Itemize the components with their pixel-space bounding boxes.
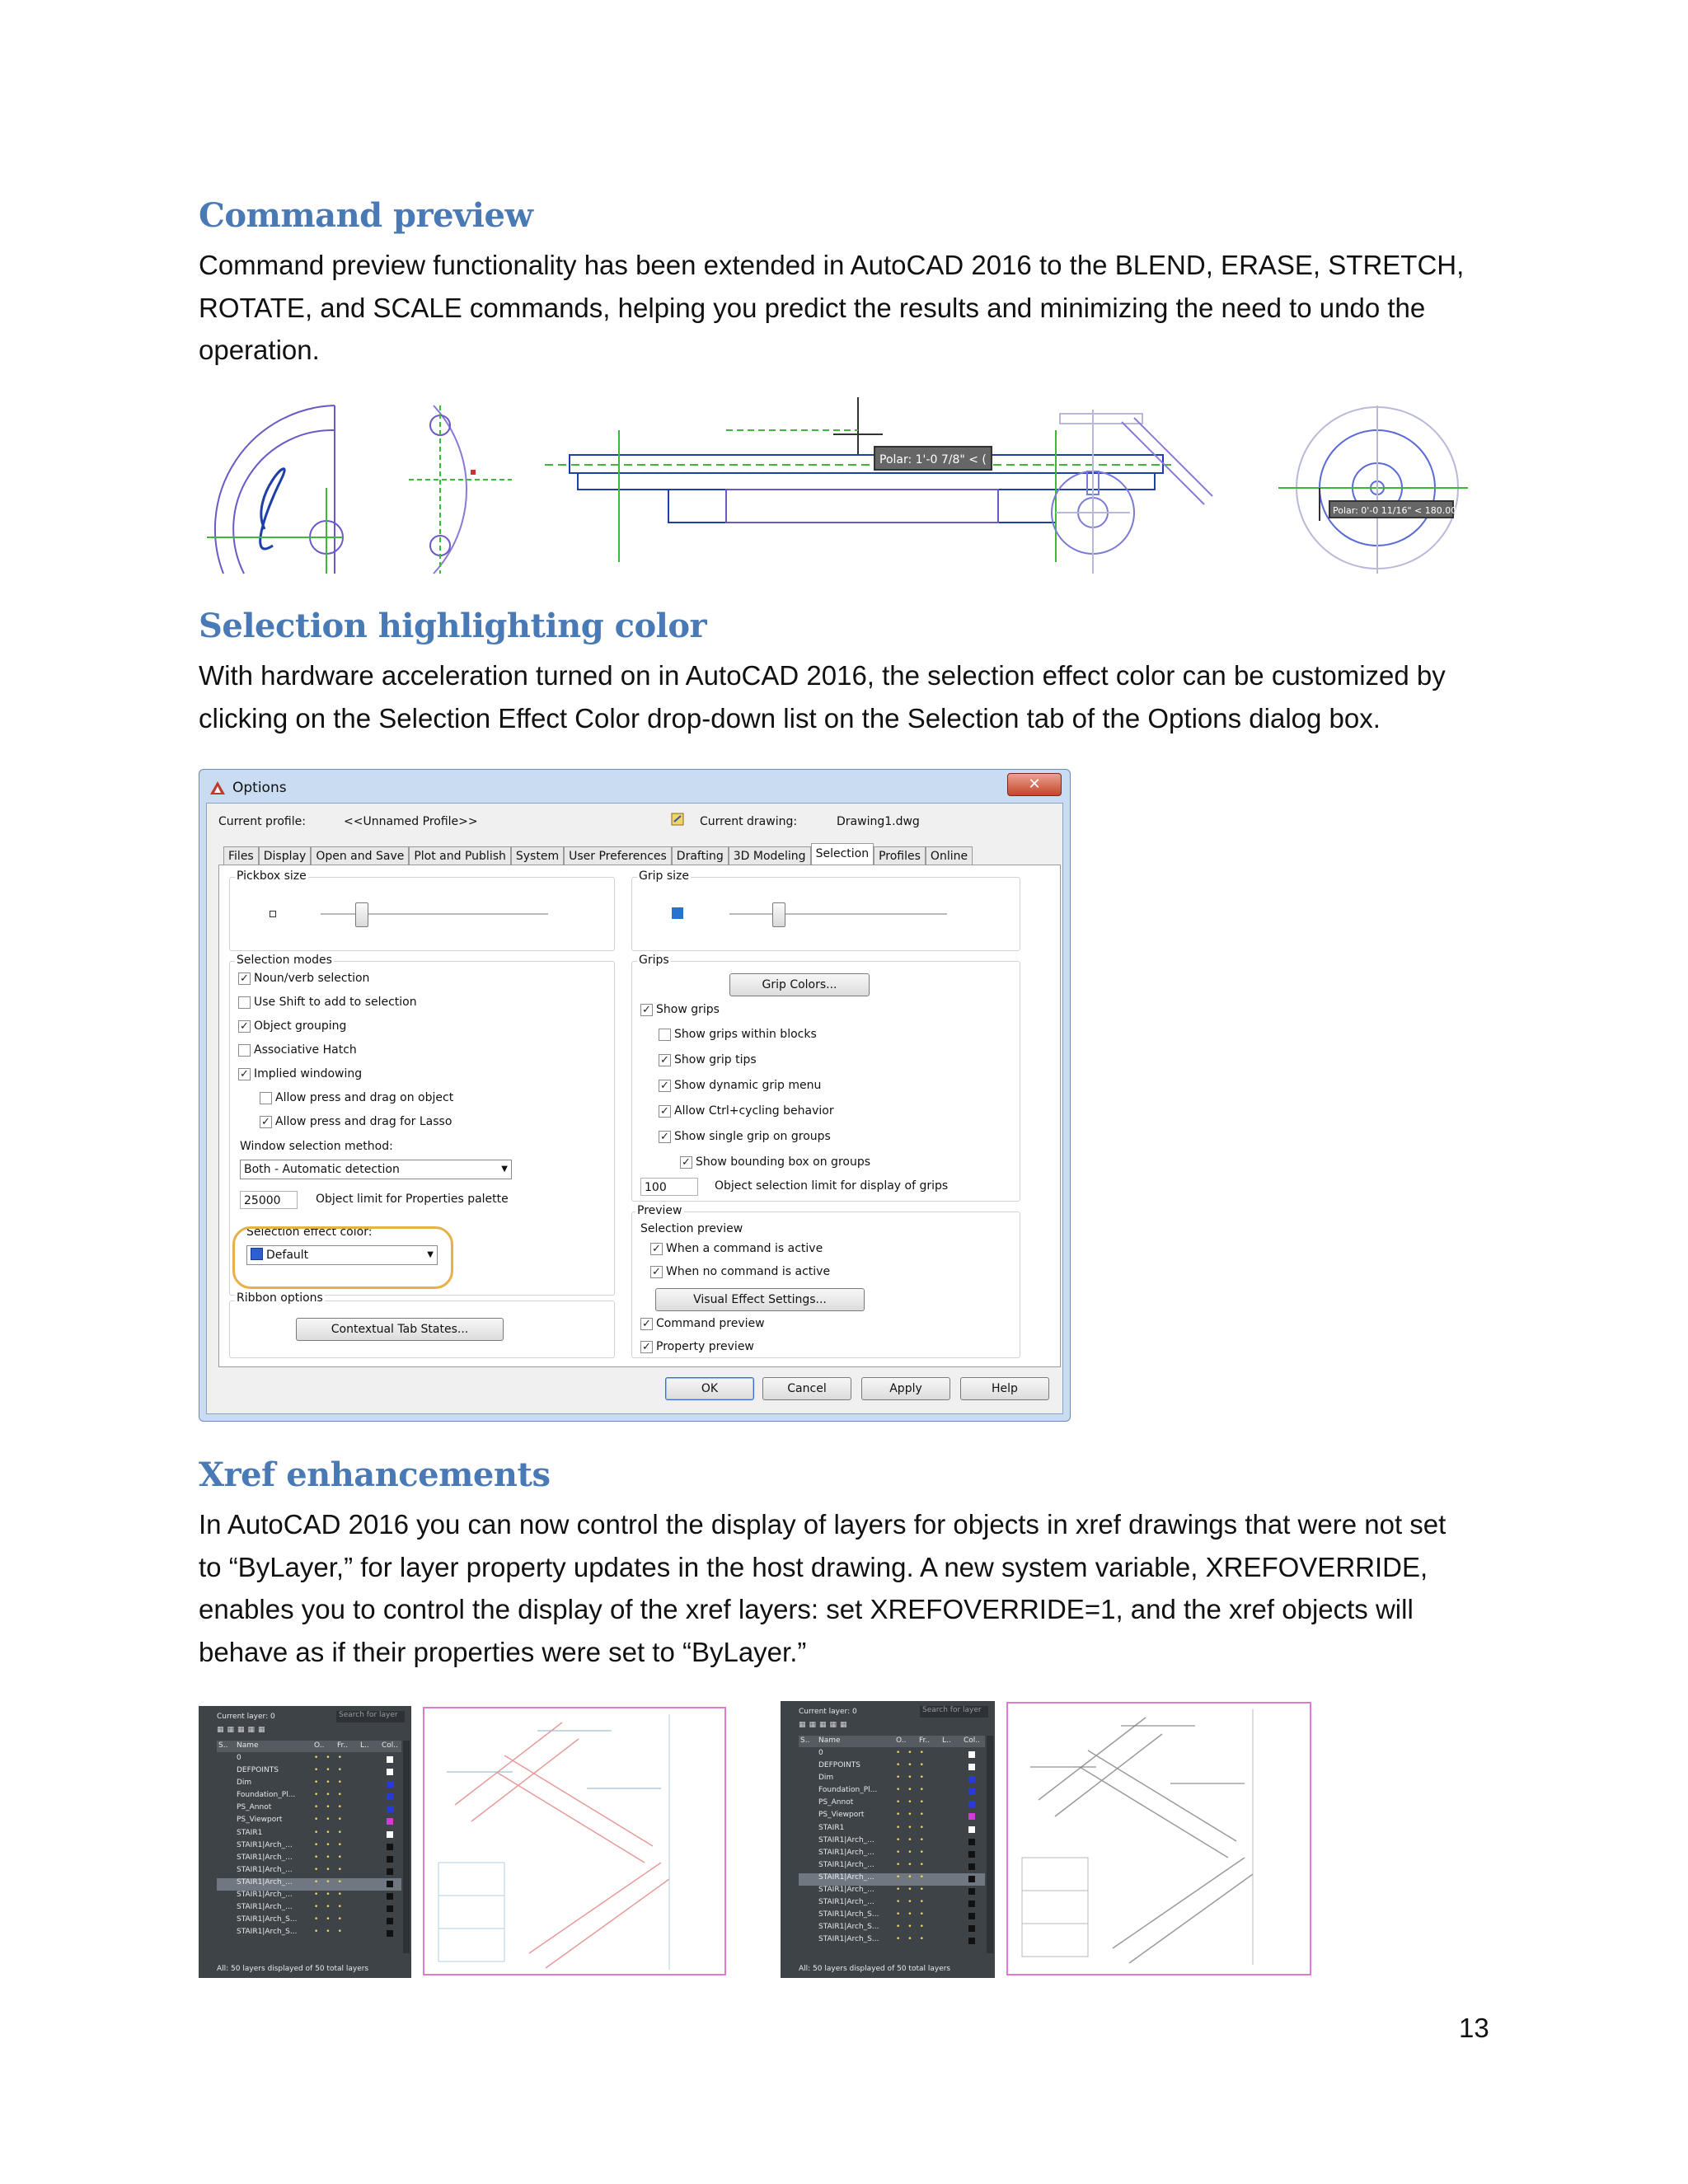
grip-slider-thumb[interactable]	[772, 902, 785, 927]
column-header: S..	[218, 1741, 228, 1750]
tab-display[interactable]: Display	[259, 846, 312, 865]
layer-name: STAIR1|Arch_S...	[818, 1923, 879, 1932]
layer-panel-left	[199, 1706, 411, 1978]
grips-label: Grips	[639, 954, 669, 967]
layer-color-swatch	[387, 1781, 393, 1788]
text-line: In AutoCAD 2016 you can now control the display of layers for objects in xref drawings that were not set	[199, 1509, 1447, 1540]
checkbox-preview-command-active[interactable]: ✓ When a command is active	[650, 1242, 823, 1255]
layer-name: STAIR1|Arch_...	[237, 1865, 293, 1874]
checkbox-box	[659, 1029, 671, 1041]
checkbox-box	[238, 996, 251, 1009]
layer-row[interactable]	[799, 1898, 985, 1910]
layer-name: STAIR1|Arch_...	[818, 1886, 874, 1895]
layer-row[interactable]	[217, 1829, 401, 1841]
layer-state-icons: •••	[314, 1816, 349, 1825]
object-limit-input[interactable]: 25000	[240, 1191, 298, 1209]
layer-color-swatch	[387, 1856, 393, 1863]
layer-list	[217, 1754, 401, 1940]
layer-state-icons: •••	[896, 1935, 931, 1944]
checkbox-show-grips[interactable]: ✓ Show grips	[640, 1003, 720, 1016]
help-button[interactable]: Help	[960, 1377, 1049, 1400]
layer-name: STAIR1|Arch_...	[237, 1877, 293, 1886]
layer-state-icons: •••	[314, 1828, 349, 1837]
checkbox-box	[659, 1131, 671, 1143]
checkbox-box	[238, 1020, 251, 1033]
layer-color-swatch	[387, 1881, 393, 1887]
layer-state-icons: •••	[896, 1774, 931, 1783]
layer-state-icons: •••	[896, 1898, 931, 1907]
checkbox-implied-windowing[interactable]: ✓ Implied windowing	[238, 1067, 362, 1080]
layer-row[interactable]	[217, 1791, 401, 1803]
layer-row[interactable]	[217, 1903, 401, 1915]
layer-name: STAIR1|Arch_...	[237, 1840, 293, 1849]
layer-color-swatch	[387, 1831, 393, 1838]
layer-color-swatch	[968, 1925, 975, 1932]
text-line: behave as if their properties were set to “ByLayer.”	[199, 1636, 807, 1667]
layer-scrollbar[interactable]	[987, 1736, 993, 1953]
layer-name: STAIR1	[237, 1828, 263, 1837]
layer-row[interactable]	[799, 1886, 985, 1898]
column-header: S..	[800, 1736, 810, 1745]
checkbox-noun-verb-selection[interactable]: ✓ Noun/verb selection	[238, 972, 369, 985]
layer-footer: All: 50 layers displayed of 50 total layers	[799, 1965, 951, 1973]
layer-color-swatch	[387, 1868, 393, 1875]
column-header: Fr..	[919, 1736, 931, 1745]
layer-row[interactable]	[799, 1923, 985, 1935]
options-dialog	[199, 769, 1071, 1422]
chevron-down-icon: ▼	[427, 1250, 434, 1259]
selection-effect-color-dropdown[interactable]: Default ▼	[246, 1245, 438, 1265]
text-line: to “ByLayer,” for layer property updates in the host drawing. A new system variable, XREFOVERRIDE,	[199, 1551, 1428, 1582]
layer-row[interactable]	[799, 1873, 985, 1886]
selection-effect-color-highlight	[232, 1226, 453, 1289]
layer-color-swatch	[968, 1839, 975, 1845]
ribbon-options-group	[229, 1291, 615, 1358]
paragraph-selection-highlighting	[199, 654, 1517, 739]
layer-color-swatch	[387, 1756, 393, 1763]
command-preview-figure	[199, 397, 1493, 579]
checkbox-box	[680, 1156, 692, 1169]
tab-3d-modeling[interactable]: 3D Modeling	[729, 846, 811, 865]
layer-row[interactable]	[217, 1754, 401, 1766]
layer-color-swatch	[387, 1918, 393, 1924]
checkbox-box	[650, 1243, 663, 1255]
layer-state-icons: •••	[314, 1754, 349, 1762]
layer-color-swatch	[968, 1876, 975, 1882]
checkbox-box	[640, 1004, 653, 1016]
layer-row[interactable]	[217, 1866, 401, 1878]
tab-selection[interactable]: Selection	[811, 843, 874, 865]
checkbox-show-dynamic-grip-menu[interactable]: ✓ Show dynamic grip menu	[659, 1079, 821, 1092]
column-header: Col..	[382, 1741, 399, 1750]
dialog-title: Options	[232, 780, 287, 796]
text-line: operation.	[199, 335, 320, 365]
checkbox-box	[650, 1266, 663, 1278]
layer-column-header	[217, 1741, 401, 1752]
layer-name: STAIR1|Arch_...	[818, 1872, 874, 1882]
layer-name: PS_Viewport	[237, 1816, 283, 1825]
preview-label: Preview	[637, 1204, 682, 1217]
layer-state-icons: •••	[896, 1761, 931, 1770]
layer-name: STAIR1|Arch_...	[237, 1903, 293, 1912]
checkbox-box	[640, 1341, 653, 1353]
layer-color-swatch	[387, 1844, 393, 1850]
layer-color-swatch	[387, 1893, 393, 1900]
layer-state-icons: •••	[314, 1766, 349, 1775]
selection-preview-label: Selection preview	[640, 1222, 743, 1235]
layer-toolbar-icons[interactable]: ▦▦▦▦▦	[799, 1721, 851, 1729]
layer-row[interactable]	[217, 1841, 401, 1854]
tab-open-and-save[interactable]: Open and Save	[311, 846, 409, 865]
text-line: Command preview functionality has been extended in AutoCAD 2016 to the BLEND, ERASE, STRETCH,	[199, 250, 1465, 280]
layer-name: STAIR1|Arch_...	[237, 1891, 293, 1900]
layer-state-icons: •••	[896, 1798, 931, 1807]
layer-state-icons: •••	[896, 1910, 931, 1919]
layer-state-icons: •••	[896, 1749, 931, 1757]
layer-color-swatch	[968, 1788, 975, 1795]
visual-effect-settings-button[interactable]: Visual Effect Settings...	[655, 1288, 865, 1311]
dialog-body	[206, 803, 1063, 1414]
layer-name: 0	[818, 1749, 823, 1757]
layer-color-swatch	[387, 1930, 393, 1937]
layer-row[interactable]	[217, 1803, 401, 1816]
layer-name: STAIR1	[818, 1823, 845, 1832]
layer-state-icons: •••	[314, 1877, 349, 1886]
tab-system[interactable]: System	[511, 846, 564, 865]
layer-row[interactable]	[799, 1786, 985, 1798]
current-drawing-value: Drawing1.dwg	[837, 815, 920, 828]
layer-color-swatch	[968, 1938, 975, 1944]
heading-command-preview: Command preview	[199, 196, 533, 235]
layer-row[interactable]	[799, 1836, 985, 1849]
layer-state-icons: •••	[896, 1872, 931, 1882]
layer-name: STAIR1|Arch_S...	[818, 1935, 879, 1944]
paragraph-xref-enhancements	[199, 1503, 1517, 1673]
layer-row[interactable]	[217, 1915, 401, 1928]
options-tabs	[223, 845, 973, 865]
layer-row[interactable]	[217, 1854, 401, 1866]
grip-limit-input[interactable]: 100	[640, 1178, 698, 1196]
checkbox-show-grips-within-blocks[interactable]: Show grips within blocks	[659, 1028, 817, 1041]
layer-color-swatch	[968, 1801, 975, 1807]
layer-state-icons: •••	[314, 1791, 349, 1800]
checkbox-box	[238, 972, 251, 985]
checkbox-single-grip-groups[interactable]: ✓ Show single grip on groups	[659, 1130, 831, 1143]
layer-color-swatch	[968, 1826, 975, 1833]
selection-tab-panel	[218, 865, 1061, 1367]
layer-state-icons: •••	[896, 1860, 931, 1869]
checkbox-box	[659, 1080, 671, 1092]
grip-preview	[672, 907, 683, 919]
object-limit-label: Object limit for Properties palette	[316, 1193, 509, 1206]
checkbox-show-grip-tips[interactable]: ✓ Show grip tips	[659, 1053, 757, 1066]
xref-drawing-right	[1006, 1701, 1314, 1978]
layer-state-icons: •••	[314, 1853, 349, 1862]
checkbox-box	[260, 1116, 272, 1128]
layer-state-icons: •••	[314, 1915, 349, 1924]
tab-online[interactable]: Online	[926, 846, 973, 865]
layer-name: PS_Annot	[818, 1798, 854, 1807]
tab-drafting[interactable]: Drafting	[672, 846, 729, 865]
grip-limit-label: Object selection limit for display of grips	[715, 1179, 949, 1193]
layer-color-swatch	[968, 1900, 975, 1907]
layer-color-swatch	[968, 1813, 975, 1820]
column-header: Name	[818, 1736, 841, 1745]
grip-size-label: Grip size	[639, 869, 689, 883]
layer-row[interactable]	[799, 1798, 985, 1811]
checkbox-associative-hatch[interactable]: Associative Hatch	[238, 1043, 357, 1057]
layer-state-icons: •••	[896, 1835, 931, 1844]
layer-search-input[interactable]: Search for layer	[920, 1706, 988, 1718]
layer-row[interactable]	[799, 1861, 985, 1873]
layer-color-swatch	[387, 1793, 393, 1800]
tab-user-preferences[interactable]: User Preferences	[564, 846, 672, 865]
paragraph-command-preview	[199, 244, 1517, 372]
layer-name: 0	[237, 1754, 241, 1762]
current-drawing-label: Current drawing:	[700, 815, 798, 828]
layer-state-icons: •••	[896, 1886, 931, 1895]
heading-selection-highlighting-color: Selection highlighting color	[199, 607, 707, 645]
layer-state-icons: •••	[314, 1840, 349, 1849]
layer-name: STAIR1|Arch_S...	[237, 1928, 298, 1937]
layer-color-swatch	[968, 1888, 975, 1895]
layer-row[interactable]	[799, 1849, 985, 1861]
grip-colors-button[interactable]: Grip Colors...	[729, 973, 870, 996]
tab-profiles[interactable]: Profiles	[874, 846, 926, 865]
layer-color-swatch	[387, 1769, 393, 1775]
layer-state-icons: •••	[314, 1865, 349, 1874]
checkbox-box	[659, 1105, 671, 1118]
column-header: O..	[896, 1736, 907, 1745]
layer-name: DEFPOINTS	[818, 1761, 860, 1770]
tab-files[interactable]: Files	[223, 846, 259, 865]
autocad-logo-icon	[209, 780, 226, 795]
text-line: ROTATE, and SCALE commands, helping you predict the results and minimizing the need to undo the	[199, 292, 1426, 323]
scale-example	[1278, 405, 1468, 574]
cancel-button[interactable]: Cancel	[762, 1377, 851, 1400]
layer-state-icons: •••	[314, 1891, 349, 1900]
layer-name: PS_Annot	[237, 1803, 272, 1812]
layer-panel-right	[781, 1701, 995, 1978]
column-header: L..	[942, 1736, 951, 1745]
checkbox-box	[238, 1068, 251, 1080]
layer-state-icons: •••	[314, 1803, 349, 1812]
layer-row[interactable]	[217, 1928, 401, 1940]
selection-modes-label: Selection modes	[237, 954, 332, 967]
layer-name: PS_Viewport	[818, 1811, 865, 1820]
layer-state-icons: •••	[896, 1923, 931, 1932]
layer-row[interactable]	[799, 1811, 985, 1823]
contextual-tab-states-button[interactable]: Contextual Tab States...	[296, 1318, 504, 1341]
layer-color-swatch	[968, 1776, 975, 1783]
layer-row[interactable]	[799, 1824, 985, 1836]
rotate-example	[1052, 410, 1212, 574]
checkbox-ctrl-cycling[interactable]: ✓ Allow Ctrl+cycling behavior	[659, 1104, 834, 1118]
layer-name: DEFPOINTS	[237, 1766, 279, 1775]
layer-footer: All: 50 layers displayed of 50 total layers	[217, 1965, 369, 1973]
checkbox-preview-no-command[interactable]: ✓ When no command is active	[650, 1265, 830, 1278]
layer-row[interactable]	[217, 1878, 401, 1891]
checkbox-box	[238, 1044, 251, 1057]
checkbox-command-preview[interactable]: ✓ Command preview	[640, 1317, 765, 1330]
current-profile-value: <<Unnamed Profile>>	[344, 815, 478, 828]
selection-effect-color-label: Selection effect color:	[246, 1226, 373, 1239]
layer-color-swatch	[968, 1913, 975, 1919]
layer-search-input[interactable]: Search for layer	[336, 1711, 405, 1722]
layer-name: Foundation_Pl...	[818, 1786, 878, 1795]
layer-color-swatch	[968, 1851, 975, 1858]
layer-color-swatch	[387, 1806, 393, 1812]
layer-row[interactable]	[217, 1891, 401, 1903]
layer-row[interactable]	[799, 1749, 985, 1761]
window-selection-method-label: Window selection method:	[240, 1140, 393, 1153]
blend-example	[207, 405, 343, 574]
polar-tooltip-2: Polar: 0'-0 11/16" < 180.00°	[1333, 505, 1461, 516]
layer-row[interactable]	[799, 1910, 985, 1923]
heading-xref-enhancements: Xref enhancements	[199, 1455, 551, 1494]
layer-state-icons: •••	[896, 1811, 931, 1820]
dialog-titlebar	[209, 776, 287, 799]
chevron-down-icon: ▼	[501, 1165, 508, 1174]
layer-state-icons: •••	[896, 1823, 931, 1832]
layer-state-icons: •••	[896, 1848, 931, 1857]
layer-name: STAIR1|Arch_...	[237, 1853, 293, 1862]
layer-state-icons: •••	[896, 1786, 931, 1795]
layer-scrollbar[interactable]	[403, 1741, 410, 1953]
layer-color-swatch	[968, 1764, 975, 1770]
column-header: Col..	[964, 1736, 981, 1745]
checkbox-object-grouping[interactable]: ✓ Object grouping	[238, 1019, 346, 1033]
layer-name: Dim	[237, 1779, 252, 1788]
layer-name: STAIR1|Arch_S...	[818, 1910, 879, 1919]
ribbon-options-label: Ribbon options	[237, 1291, 323, 1305]
layer-row[interactable]	[217, 1816, 401, 1828]
checkbox-box	[659, 1054, 671, 1066]
layer-name: Foundation_Pl...	[237, 1791, 296, 1800]
xref-drawing-left	[422, 1706, 729, 1978]
layer-state-icons: •••	[314, 1928, 349, 1937]
layer-color-swatch	[387, 1818, 393, 1825]
layer-name: STAIR1|Arch_...	[818, 1835, 874, 1844]
stretch-example	[545, 397, 1171, 562]
layer-row[interactable]	[217, 1779, 401, 1791]
ok-button[interactable]: OK	[665, 1377, 754, 1400]
layer-name: STAIR1|Arch_...	[818, 1860, 874, 1869]
layer-name: STAIR1|Arch_...	[818, 1848, 874, 1857]
grip-size-group	[631, 869, 1020, 951]
layer-state-icons: •••	[314, 1779, 349, 1788]
erase-example	[409, 405, 512, 574]
checkbox-bounding-box-groups[interactable]: ✓ Show bounding box on groups	[680, 1155, 870, 1169]
current-profile-label: Current profile:	[218, 815, 306, 828]
current-layer-label: Current layer: 0	[217, 1713, 275, 1721]
current-layer-label: Current layer: 0	[799, 1708, 857, 1716]
text-line: enables you to control the display of the xref layers: set XREFOVERRIDE=1, and the xref objects will	[199, 1594, 1414, 1624]
window-selection-method-dropdown[interactable]: Both - Automatic detection ▼	[240, 1160, 512, 1179]
layer-row[interactable]	[799, 1935, 985, 1947]
layer-name: STAIR1|Arch_S...	[237, 1915, 298, 1924]
checkbox-box	[640, 1318, 653, 1330]
polar-tooltip-1: Polar: 1'-0 7/8" < (	[879, 453, 987, 466]
drawing-icon	[670, 812, 685, 827]
text-line: With hardware acceleration turned on in AutoCAD 2016, the selection effect color can be customized by	[199, 660, 1446, 691]
pickbox-slider-thumb[interactable]	[355, 902, 368, 927]
layer-row[interactable]	[799, 1774, 985, 1786]
layer-color-swatch	[968, 1863, 975, 1870]
layer-color-swatch	[387, 1905, 393, 1912]
preview-group	[631, 1204, 1020, 1358]
pickbox-size-label: Pickbox size	[237, 869, 307, 883]
layer-name: STAIR1|Arch_...	[818, 1898, 874, 1907]
checkbox-press-drag-lasso[interactable]: ✓ Allow press and drag for Lasso	[260, 1115, 452, 1128]
layer-row[interactable]	[799, 1761, 985, 1774]
text-line: clicking on the Selection Effect Color drop-down list on the Selection tab of the Options dialog box.	[199, 702, 1381, 733]
apply-button[interactable]: Apply	[861, 1377, 950, 1400]
layer-list	[799, 1749, 985, 1948]
checkbox-property-preview[interactable]: ✓ Property preview	[640, 1340, 754, 1353]
column-header: Fr..	[337, 1741, 349, 1750]
page-number: 13	[1459, 2013, 1489, 2043]
column-header: L..	[360, 1741, 369, 1750]
layer-row[interactable]	[217, 1766, 401, 1779]
column-header: Name	[237, 1741, 259, 1750]
layer-column-header	[799, 1736, 985, 1747]
grip-slider-track	[729, 913, 947, 915]
layer-toolbar-icons[interactable]: ▦▦▦▦▦	[217, 1726, 269, 1734]
checkbox-box	[260, 1092, 272, 1104]
tab-plot-and-publish[interactable]: Plot and Publish	[409, 846, 511, 865]
layer-color-swatch	[968, 1751, 975, 1758]
checkbox-press-drag-object[interactable]: Allow press and drag on object	[260, 1091, 453, 1104]
checkbox-use-shift[interactable]: Use Shift to add to selection	[238, 996, 417, 1009]
column-header: O..	[314, 1741, 325, 1750]
pickbox-preview	[270, 911, 276, 917]
grips-group	[631, 954, 1020, 1202]
close-icon[interactable]: ✕	[1007, 773, 1062, 796]
layer-state-icons: •••	[314, 1903, 349, 1912]
layer-name: Dim	[818, 1774, 834, 1783]
pickbox-size-group	[229, 869, 615, 951]
